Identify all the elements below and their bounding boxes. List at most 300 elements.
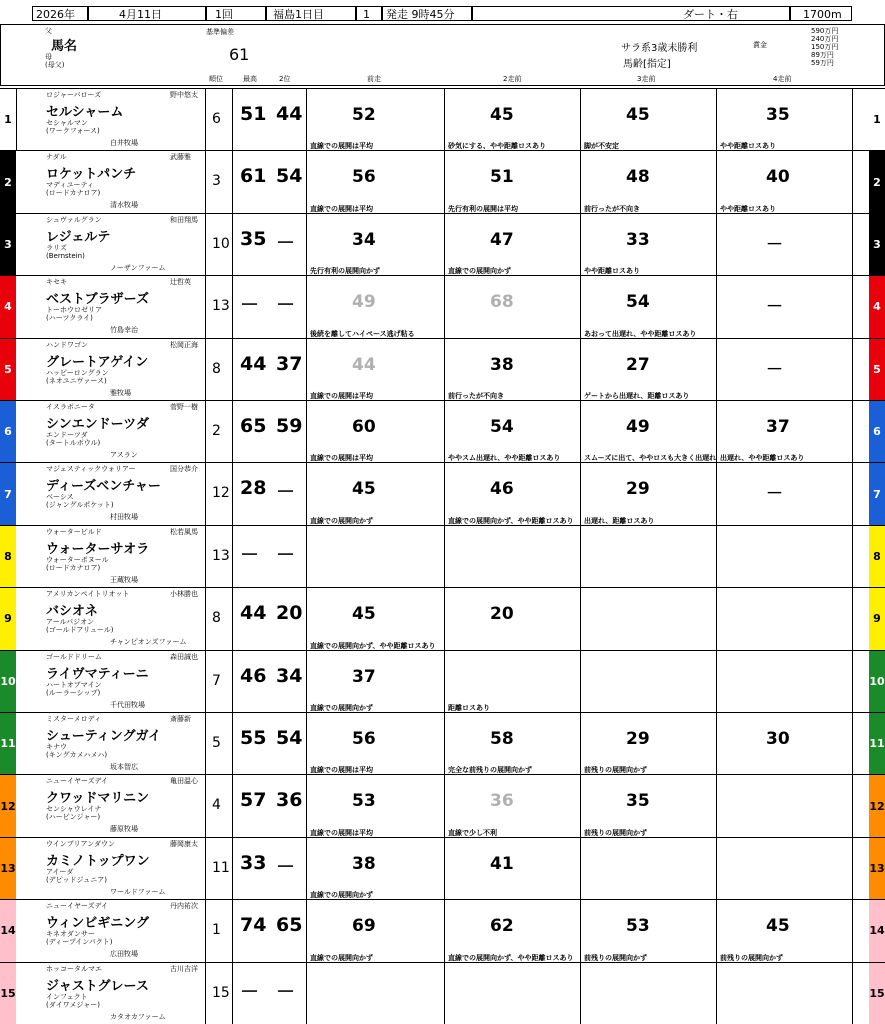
jockey: 斎藤新 bbox=[170, 715, 191, 723]
start-text: 発走 9時45分 bbox=[386, 8, 455, 21]
divider bbox=[205, 463, 206, 524]
race-comment: 直線での展開は平均 bbox=[310, 454, 373, 463]
divider bbox=[580, 339, 581, 400]
col-damsire: (母父) bbox=[45, 61, 65, 69]
prize-4: 89万円 bbox=[811, 51, 834, 59]
race-comment: 直線での展開向かず bbox=[310, 703, 373, 712]
divider bbox=[444, 963, 445, 1024]
damsire: (ダイワメジャー) bbox=[46, 1000, 100, 1009]
best-index: 44 bbox=[240, 352, 267, 375]
header-track bbox=[472, 6, 790, 21]
dam: センシャウレイナ bbox=[46, 805, 102, 814]
divider bbox=[580, 651, 581, 712]
divider bbox=[852, 838, 853, 899]
divider bbox=[232, 89, 233, 150]
horse-row bbox=[0, 774, 885, 836]
col-best: 最高 bbox=[243, 75, 257, 83]
sire: キセキ bbox=[46, 278, 67, 287]
horse-row bbox=[0, 962, 885, 1024]
jockey: 国分恭介 bbox=[170, 465, 198, 474]
header-kai bbox=[206, 6, 266, 21]
divider bbox=[444, 339, 445, 400]
gate-right: 9 bbox=[869, 588, 885, 649]
divider bbox=[580, 89, 581, 150]
race-index: 44 bbox=[352, 354, 376, 375]
rank: 15 bbox=[212, 984, 230, 1001]
best-index: 44 bbox=[240, 602, 267, 625]
horse-name[interactable]: ロケットパンチ bbox=[46, 167, 137, 183]
divider bbox=[716, 651, 717, 712]
horse-row bbox=[0, 712, 885, 774]
divider bbox=[852, 713, 853, 774]
divider bbox=[205, 151, 206, 212]
divider bbox=[205, 588, 206, 649]
col-prev4: 4走前 bbox=[773, 75, 792, 83]
prize-5: 59万円 bbox=[811, 59, 834, 67]
divider bbox=[232, 339, 233, 400]
prize-1: 590万円 bbox=[811, 27, 839, 35]
gate-left: 8 bbox=[0, 526, 16, 587]
gate-left: 13 bbox=[0, 838, 16, 899]
sire: ハンドワゴン bbox=[46, 340, 88, 349]
second-index: 34 bbox=[276, 664, 303, 687]
damsire: (ロードカナロア) bbox=[46, 189, 101, 198]
divider bbox=[306, 401, 307, 462]
race-index: － bbox=[766, 297, 783, 318]
race-index: 38 bbox=[490, 354, 514, 375]
gate-left: 9 bbox=[0, 588, 16, 649]
horse-name[interactable]: ライヴマティーニ bbox=[46, 666, 149, 682]
divider bbox=[716, 963, 717, 1024]
race-comment: 直線での展開は平均 bbox=[310, 142, 373, 151]
horse-row bbox=[0, 525, 885, 587]
race-index: 37 bbox=[766, 417, 790, 437]
race-index: 30 bbox=[766, 729, 790, 749]
gate-right: 13 bbox=[869, 838, 885, 899]
damsire: (ロードカナロア) bbox=[46, 563, 101, 572]
best-index: 33 bbox=[240, 851, 267, 874]
race-index: 45 bbox=[352, 479, 376, 500]
breeder: 坂本智広 bbox=[110, 763, 138, 771]
sire: ミスターメロディ bbox=[46, 715, 102, 723]
divider bbox=[306, 463, 307, 524]
divider bbox=[716, 838, 717, 899]
race-comment: 前残りの展開向かず bbox=[584, 828, 647, 837]
race-comment: ややスム出遅れ、やや距離ロスあり bbox=[448, 454, 561, 463]
race-comment: 前残りの展開向かず bbox=[584, 766, 647, 775]
divider bbox=[444, 526, 445, 587]
gate-left: 15 bbox=[0, 963, 16, 1024]
divider bbox=[232, 713, 233, 774]
dam: キナウ bbox=[46, 743, 67, 751]
race-index: 69 bbox=[352, 916, 376, 937]
divider bbox=[716, 276, 717, 337]
gate-right: 7 bbox=[869, 463, 885, 524]
horse-row bbox=[0, 150, 885, 212]
race-comment: 直線での展開は平均 bbox=[310, 204, 373, 213]
race-index: － bbox=[766, 359, 783, 380]
second-index: 54 bbox=[276, 727, 303, 749]
column-header bbox=[0, 24, 885, 86]
race-comment: 前残りの展開向かず bbox=[720, 953, 783, 962]
year-text: 2026年 bbox=[36, 8, 75, 21]
divider bbox=[444, 214, 445, 275]
divider bbox=[232, 775, 233, 836]
breeder: ノーザンファーム bbox=[110, 263, 166, 272]
rank: 6 bbox=[212, 111, 221, 127]
damsire: (デピッドジュニア) bbox=[46, 875, 108, 884]
dam: エンドーツダ bbox=[46, 431, 88, 439]
race-comment: 先行有利の展開向かず bbox=[310, 267, 380, 276]
horse-name[interactable]: クワッドマリニン bbox=[46, 791, 150, 807]
date-text: 4月11日 bbox=[119, 8, 162, 21]
divider bbox=[716, 463, 717, 524]
race-comment: スムーズに出て、ややロスも大きく出遅れ bbox=[584, 454, 717, 463]
sire: ナダル bbox=[46, 153, 67, 162]
race-index: 45 bbox=[766, 916, 790, 937]
divider bbox=[232, 651, 233, 712]
race-index: 56 bbox=[352, 729, 376, 749]
second-index: 20 bbox=[276, 602, 303, 625]
damsire: (ハービンジャー) bbox=[46, 813, 101, 822]
divider bbox=[232, 900, 233, 961]
horse-name[interactable]: ウィンビギニング bbox=[46, 916, 149, 932]
race-comment: 出遅れ、やや距離ロスあり bbox=[720, 454, 805, 463]
divider bbox=[306, 900, 307, 961]
col-prev2: 2走前 bbox=[503, 75, 522, 83]
race-index: 34 bbox=[352, 229, 376, 250]
kai-text: 1回 bbox=[215, 8, 233, 21]
divider bbox=[232, 276, 233, 337]
race-index: 60 bbox=[352, 417, 376, 437]
jockey: 藤岡康太 bbox=[170, 839, 198, 848]
horse-name[interactable]: シューティングガイ bbox=[46, 729, 162, 744]
base-index-label: 基準偏差 bbox=[206, 28, 234, 36]
dam: ベーシス bbox=[46, 493, 74, 502]
divider bbox=[444, 89, 445, 150]
best-index: 65 bbox=[240, 415, 267, 437]
horse-row bbox=[0, 338, 885, 400]
divider bbox=[852, 151, 853, 212]
divider bbox=[716, 89, 717, 150]
race-comment: やや距離ロスあり bbox=[584, 267, 640, 276]
second-index: 37 bbox=[276, 352, 303, 375]
divider bbox=[580, 526, 581, 587]
gate-left: 6 bbox=[0, 401, 16, 462]
horse-row bbox=[0, 462, 885, 524]
gate-left: 12 bbox=[0, 775, 16, 836]
horse-row bbox=[0, 275, 885, 337]
best-index: 28 bbox=[240, 477, 267, 500]
race-comment: 直線での展開向かず bbox=[310, 953, 373, 962]
divider bbox=[580, 463, 581, 524]
gate-left: 2 bbox=[0, 151, 16, 212]
gate-right: 1 bbox=[869, 89, 885, 150]
divider bbox=[205, 775, 206, 836]
dam: ラリズ bbox=[46, 243, 67, 252]
divider bbox=[205, 651, 206, 712]
race-index: 27 bbox=[626, 354, 650, 375]
damsire: (Bernstein) bbox=[46, 251, 85, 260]
divider bbox=[232, 151, 233, 212]
horse-name[interactable]: シンエンドーツダ bbox=[46, 417, 150, 432]
divider bbox=[852, 651, 853, 712]
horse-row bbox=[0, 899, 885, 961]
divider bbox=[205, 526, 206, 587]
divider bbox=[716, 588, 717, 649]
race-index: 29 bbox=[626, 479, 650, 500]
divider bbox=[444, 276, 445, 337]
gate-left: 7 bbox=[0, 463, 16, 524]
divider bbox=[716, 900, 717, 961]
dam: トーホウロゼリア bbox=[46, 306, 102, 315]
damsire: (ハーツクライ) bbox=[46, 314, 93, 323]
rank: 2 bbox=[212, 423, 221, 439]
dam: アールパジオン bbox=[46, 618, 95, 627]
col-rank: 順位 bbox=[209, 75, 223, 83]
breeder: アスラン bbox=[110, 451, 138, 459]
horse-row bbox=[0, 837, 885, 899]
divider bbox=[852, 900, 853, 961]
race-index: 52 bbox=[352, 105, 376, 125]
breeder: 雅牧場 bbox=[110, 388, 131, 397]
divider bbox=[306, 526, 307, 587]
race-comment: 前行ったが不向き bbox=[448, 391, 504, 400]
breeder: カタオカファーム bbox=[110, 1012, 166, 1021]
race-no-text: 1 bbox=[363, 8, 370, 21]
divider bbox=[852, 401, 853, 462]
divider bbox=[852, 775, 853, 836]
horse-name[interactable]: ベストブラザーズ bbox=[46, 292, 149, 308]
dam: アイーダ bbox=[46, 867, 74, 876]
rank: 3 bbox=[212, 173, 221, 190]
rank: 4 bbox=[212, 797, 221, 814]
divider bbox=[306, 276, 307, 337]
second-index: 59 bbox=[276, 415, 303, 437]
sire: ウインブリアンダウン bbox=[46, 839, 115, 848]
col-prev3: 3走前 bbox=[637, 75, 656, 83]
race-comment: 完全な前残りの展開向かず bbox=[448, 766, 532, 775]
dam: ウォーターポヌール bbox=[46, 555, 109, 564]
jockey: 和田翔馬 bbox=[170, 215, 198, 224]
second-index: － bbox=[276, 294, 296, 317]
col-second: 2位 bbox=[279, 75, 291, 83]
divider bbox=[444, 838, 445, 899]
gate-left: 11 bbox=[0, 713, 16, 774]
breeder: 竹島幸治 bbox=[110, 326, 138, 335]
gate-left: 1 bbox=[0, 89, 17, 150]
race-index: 53 bbox=[352, 791, 376, 812]
race-index: 20 bbox=[490, 604, 514, 625]
horse-name[interactable]: レジェルテ bbox=[46, 229, 111, 245]
divider bbox=[444, 900, 445, 961]
divider bbox=[716, 713, 717, 774]
sire: ニューイヤーズデイ bbox=[46, 902, 109, 911]
sire: ニューイヤーズデイ bbox=[46, 777, 109, 786]
divider bbox=[852, 526, 853, 587]
gate-left: 4 bbox=[0, 276, 16, 337]
header-day bbox=[266, 6, 356, 21]
race-index: 45 bbox=[352, 604, 376, 625]
race-comment: 直線での展開は平均 bbox=[310, 391, 373, 400]
divider bbox=[580, 588, 581, 649]
jockey: 亀田温心 bbox=[170, 777, 198, 786]
divider bbox=[306, 775, 307, 836]
dam: キネオダンサー bbox=[46, 930, 95, 939]
gate-right: 15 bbox=[869, 963, 885, 1024]
divider bbox=[205, 89, 206, 150]
race-index: 38 bbox=[352, 853, 376, 874]
header-race-no bbox=[356, 6, 382, 21]
race-comment: やや距離ロスあり bbox=[720, 204, 776, 213]
second-index: 44 bbox=[276, 103, 303, 125]
jockey: 松岡正海 bbox=[170, 340, 198, 349]
divider bbox=[580, 838, 581, 899]
header-date bbox=[88, 6, 206, 21]
damsire: (ネオユニヴァース) bbox=[46, 376, 107, 385]
distance-text: 1700m bbox=[803, 8, 842, 21]
divider bbox=[852, 588, 853, 649]
divider bbox=[444, 651, 445, 712]
damsire: (ワークフォース) bbox=[46, 127, 100, 135]
divider bbox=[205, 838, 206, 899]
race-index: 58 bbox=[490, 729, 514, 749]
horse-row bbox=[0, 88, 885, 150]
horse-name[interactable]: カミノトップワン bbox=[46, 853, 150, 869]
race-comment: 直線での展開向かず、やや距離ロスあり bbox=[310, 641, 436, 650]
divider bbox=[580, 401, 581, 462]
race-index: 41 bbox=[490, 853, 514, 874]
horse-row bbox=[0, 587, 885, 649]
dam: インフェクト bbox=[46, 992, 88, 1001]
gate-right: 2 bbox=[869, 151, 885, 212]
race-index: 35 bbox=[626, 791, 650, 812]
divider bbox=[306, 89, 307, 150]
horse-name[interactable]: グレートアゲイン bbox=[46, 354, 149, 370]
divider bbox=[205, 900, 206, 961]
divider bbox=[205, 401, 206, 462]
divider bbox=[444, 401, 445, 462]
horse-name[interactable]: ディーズベンチャー bbox=[46, 479, 161, 495]
col-sire: 父 bbox=[45, 27, 52, 35]
best-index: － bbox=[240, 294, 260, 317]
sire: ゴールドドリーム bbox=[46, 652, 102, 661]
best-index: 74 bbox=[240, 914, 267, 937]
race-comment: 出遅れ、距離ロスあり bbox=[584, 516, 655, 525]
best-index: 61 bbox=[240, 165, 267, 188]
jockey: 野中悠太 bbox=[170, 91, 198, 99]
divider bbox=[444, 463, 445, 524]
horse-name[interactable]: ウォーターサオラ bbox=[46, 541, 150, 557]
divider bbox=[852, 463, 853, 524]
breeder: 広田牧場 bbox=[110, 950, 138, 959]
sire: ホッコータルマエ bbox=[46, 964, 102, 973]
divider bbox=[852, 963, 853, 1024]
sire: マジェスティックウォリアー bbox=[46, 465, 136, 474]
race-index: 29 bbox=[626, 729, 650, 749]
race-index: 35 bbox=[766, 105, 790, 125]
sire: シュヴァルグラン bbox=[46, 215, 102, 224]
divider bbox=[580, 900, 581, 961]
race-index: 48 bbox=[626, 167, 650, 188]
race-index: 49 bbox=[626, 417, 650, 437]
race-comment: あおって出遅れ、やや距離ロスあり bbox=[584, 329, 697, 338]
breeder: チャンピオンズファーム bbox=[110, 638, 187, 647]
race-comment: 先行有利の展開は平均 bbox=[448, 204, 518, 213]
divider bbox=[232, 838, 233, 899]
divider bbox=[716, 214, 717, 275]
divider bbox=[306, 214, 307, 275]
best-index: 55 bbox=[240, 727, 267, 749]
divider bbox=[205, 713, 206, 774]
jockey: 菅野一樹 bbox=[170, 403, 198, 411]
race-comment: やや距離ロスあり bbox=[720, 142, 776, 151]
race-comment: 脚が不安定 bbox=[584, 142, 619, 151]
second-index: － bbox=[276, 855, 296, 878]
divider bbox=[205, 276, 206, 337]
col-prev1: 前走 bbox=[367, 75, 381, 83]
divider bbox=[580, 214, 581, 275]
day-text: 福島1日目 bbox=[273, 8, 324, 21]
race-index: 46 bbox=[490, 479, 514, 500]
race-index: － bbox=[766, 484, 783, 505]
divider bbox=[232, 401, 233, 462]
header-start bbox=[382, 6, 472, 21]
gate-right: 11 bbox=[869, 713, 885, 774]
gate-left: 10 bbox=[0, 651, 16, 712]
divider bbox=[444, 713, 445, 774]
horse-name[interactable]: バシオネ bbox=[46, 604, 98, 620]
header-distance bbox=[790, 6, 852, 21]
prize-2: 240万円 bbox=[811, 35, 839, 43]
rank: 5 bbox=[212, 735, 221, 751]
rank: 10 bbox=[212, 235, 230, 252]
gate-right: 3 bbox=[869, 214, 885, 275]
second-index: 65 bbox=[276, 914, 303, 937]
breeder: 清水牧場 bbox=[110, 201, 138, 210]
col-dam: 母 bbox=[45, 53, 52, 61]
dam: ハッピーロングラン bbox=[46, 368, 109, 377]
col-horse: 馬名 bbox=[51, 39, 78, 54]
second-index: － bbox=[276, 231, 296, 254]
divider bbox=[232, 463, 233, 524]
divider bbox=[306, 713, 307, 774]
race-comment: ゲートから出遅れ、距離ロスあり bbox=[584, 391, 690, 400]
race-comment: 直線での展開向かず bbox=[448, 267, 511, 276]
rank: 13 bbox=[212, 547, 230, 564]
divider bbox=[306, 838, 307, 899]
race-index: 40 bbox=[766, 167, 790, 188]
dam: ハートオブマイン bbox=[46, 680, 102, 689]
race-comment: 前残りの展開向かず bbox=[584, 953, 647, 962]
divider bbox=[306, 651, 307, 712]
horse-name[interactable]: セルシャーム bbox=[46, 105, 124, 120]
sire: ウォータービルド bbox=[46, 527, 102, 536]
race-comment: 直線での展開は平均 bbox=[310, 766, 373, 775]
race-index: 53 bbox=[626, 916, 650, 937]
best-index: 35 bbox=[240, 227, 267, 250]
divider bbox=[580, 151, 581, 212]
gate-right: 12 bbox=[869, 775, 885, 836]
race-index: 37 bbox=[352, 666, 376, 687]
horse-name[interactable]: ジャストグレース bbox=[46, 978, 149, 994]
gate-right: 4 bbox=[869, 276, 885, 337]
best-index: － bbox=[240, 980, 260, 1003]
divider bbox=[444, 775, 445, 836]
race-index: 54 bbox=[626, 292, 650, 313]
race-comment: 砂気にする、やや距離ロスあり bbox=[448, 142, 546, 151]
sire: アメリカンペイトリオット bbox=[46, 590, 130, 599]
